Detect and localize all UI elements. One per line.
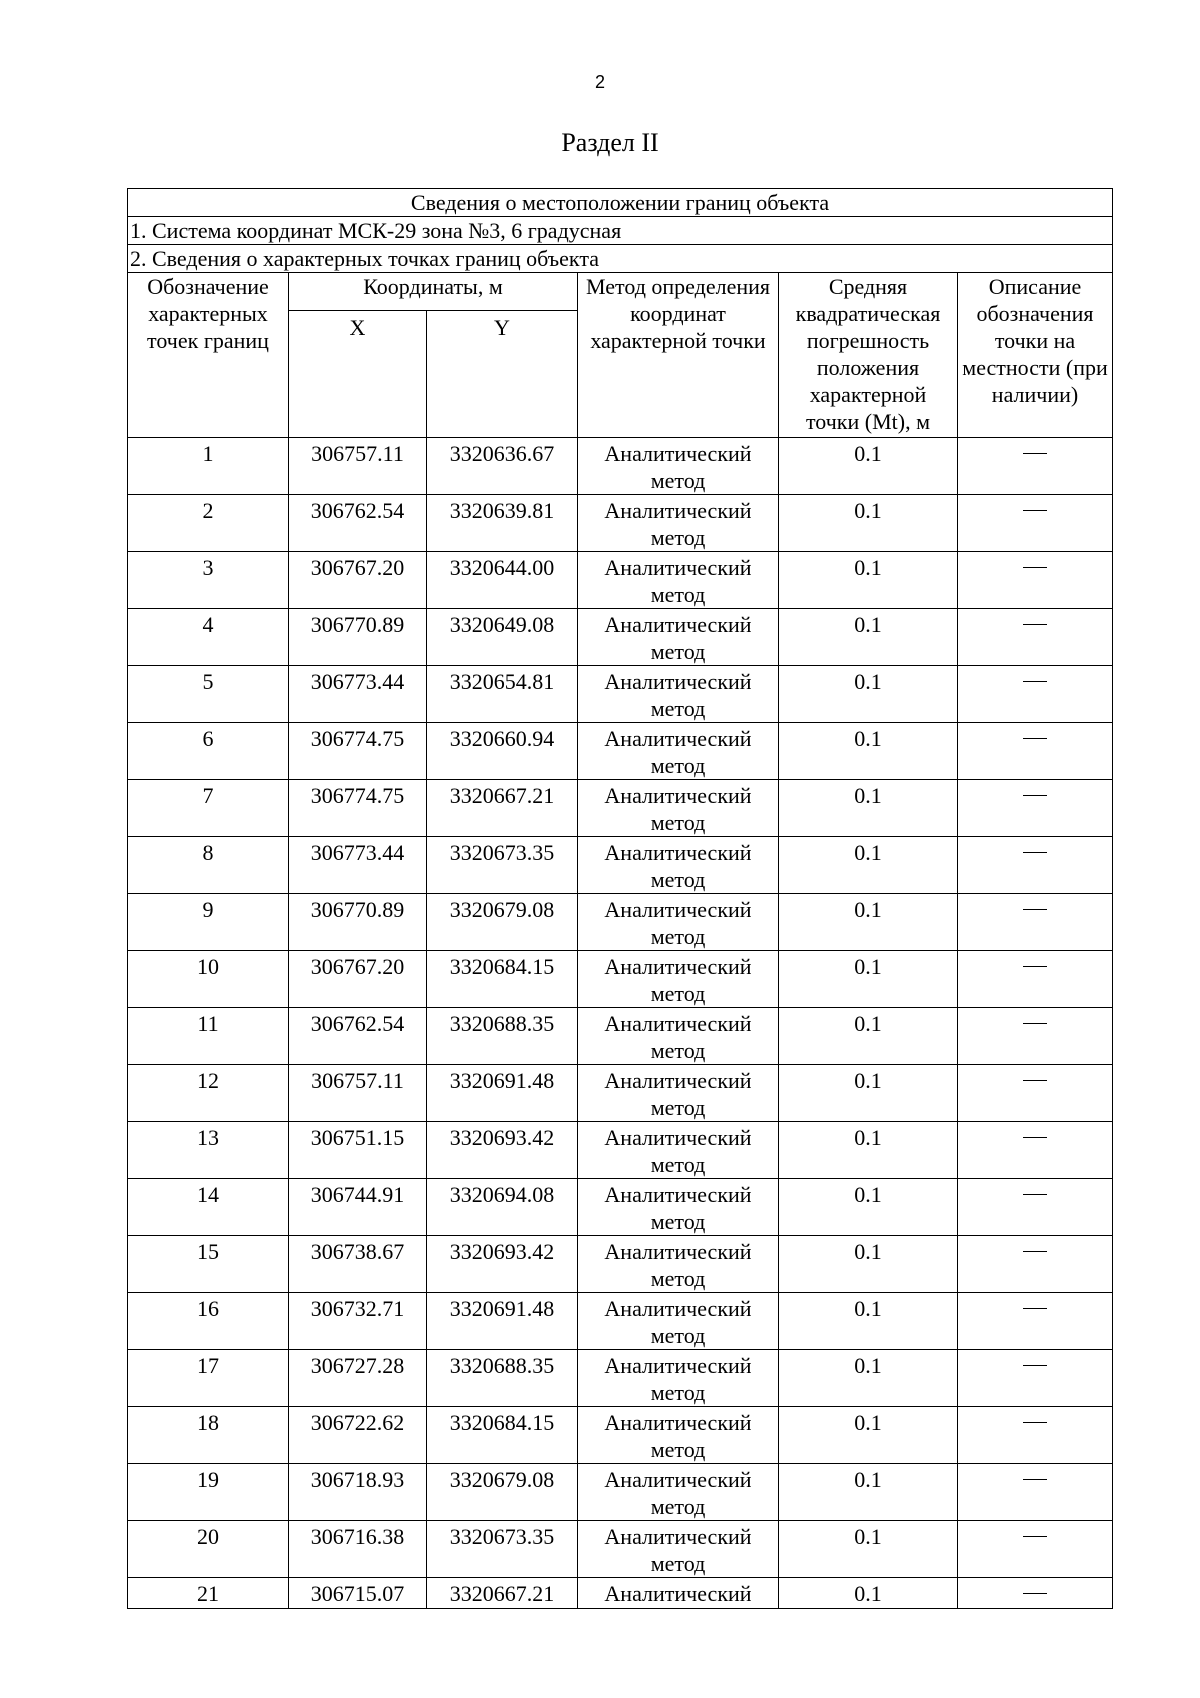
point-number-cell: 6 — [128, 723, 289, 780]
description-cell — [958, 1464, 1113, 1521]
x-coordinate-cell: 306718.93 — [289, 1464, 427, 1521]
x-coordinate-cell: 306770.89 — [289, 894, 427, 951]
method-cell: Аналитический — [578, 1578, 779, 1609]
y-coordinate-cell: 3320644.00 — [427, 552, 578, 609]
method-cell: Аналитический метод — [578, 1464, 779, 1521]
point-number-cell: 20 — [128, 1521, 289, 1578]
section-title: Раздел II — [561, 128, 659, 157]
table-row — [128, 894, 1113, 951]
error-cell: 0.1 — [779, 723, 958, 780]
x-coordinate-cell: 306762.54 — [289, 495, 427, 552]
point-number-cell: 18 — [128, 1407, 289, 1464]
dash-mark — [1023, 852, 1047, 853]
description-cell — [958, 1008, 1113, 1065]
method-cell: Аналитический метод — [578, 951, 779, 1008]
description-cell — [958, 951, 1113, 1008]
x-coordinate-cell: 306774.75 — [289, 723, 427, 780]
x-coordinate-cell: 306722.62 — [289, 1407, 427, 1464]
x-coordinate-cell: 306773.44 — [289, 666, 427, 723]
point-number-cell: 5 — [128, 666, 289, 723]
table-row — [128, 666, 1113, 723]
method-cell: Аналитический метод — [578, 1293, 779, 1350]
table-row — [128, 1236, 1113, 1293]
description-cell — [958, 1521, 1113, 1578]
description-cell — [958, 1236, 1113, 1293]
x-coordinate-cell: 306738.67 — [289, 1236, 427, 1293]
error-cell: 0.1 — [779, 1578, 958, 1609]
table-row — [128, 1179, 1113, 1236]
table-row — [128, 1521, 1113, 1578]
x-coordinate-cell: 306716.38 — [289, 1521, 427, 1578]
method-cell: Аналитический метод — [578, 723, 779, 780]
y-coordinate-cell: 3320673.35 — [427, 837, 578, 894]
page-number: 2 — [594, 72, 605, 92]
description-cell — [958, 1578, 1113, 1609]
y-coordinate-cell: 3320694.08 — [427, 1179, 578, 1236]
dash-mark — [1023, 909, 1047, 910]
header-coordinates: Координаты, м — [289, 273, 578, 311]
error-cell: 0.1 — [779, 837, 958, 894]
description-cell — [958, 609, 1113, 666]
dash-mark — [1023, 1536, 1047, 1537]
dash-mark — [1023, 681, 1047, 682]
error-cell: 0.1 — [779, 666, 958, 723]
error-cell: 0.1 — [779, 1179, 958, 1236]
method-cell: Аналитический метод — [578, 438, 779, 495]
dash-mark — [1023, 1422, 1047, 1423]
point-number-cell: 10 — [128, 951, 289, 1008]
description-cell — [958, 1350, 1113, 1407]
description-cell — [958, 1407, 1113, 1464]
y-coordinate-cell: 3320684.15 — [427, 951, 578, 1008]
x-coordinate-cell: 306773.44 — [289, 837, 427, 894]
header-error: Средняя квадратическая погрешность положения характерной точки (Mt), м — [779, 273, 958, 438]
y-coordinate-cell: 3320679.08 — [427, 1464, 578, 1521]
x-coordinate-cell: 306757.11 — [289, 438, 427, 495]
point-number-cell: 8 — [128, 837, 289, 894]
table-row — [128, 1464, 1113, 1521]
error-cell: 0.1 — [779, 1464, 958, 1521]
table-row — [128, 1578, 1113, 1609]
error-cell: 0.1 — [779, 1350, 958, 1407]
points-info-line: 2. Сведения о характерных точках границ объекта — [128, 245, 1113, 273]
description-cell — [958, 723, 1113, 780]
header-point-designation: Обозначение характерных точек границ — [128, 273, 289, 438]
dash-mark — [1023, 1080, 1047, 1081]
table-row — [128, 1407, 1113, 1464]
dash-mark — [1023, 1593, 1047, 1594]
point-number-cell: 9 — [128, 894, 289, 951]
table-row — [128, 1122, 1113, 1179]
y-coordinate-cell: 3320688.35 — [427, 1008, 578, 1065]
error-cell: 0.1 — [779, 609, 958, 666]
y-coordinate-cell: 3320691.48 — [427, 1293, 578, 1350]
x-coordinate-cell: 306767.20 — [289, 951, 427, 1008]
error-cell: 0.1 — [779, 438, 958, 495]
y-coordinate-cell: 3320673.35 — [427, 1521, 578, 1578]
point-number-cell: 21 — [128, 1578, 289, 1609]
point-number-cell: 19 — [128, 1464, 289, 1521]
error-cell: 0.1 — [779, 780, 958, 837]
x-coordinate-cell: 306715.07 — [289, 1578, 427, 1609]
dash-mark — [1023, 510, 1047, 511]
dash-mark — [1023, 624, 1047, 625]
header-method: Метод определения координат характерной точки — [578, 273, 779, 438]
error-cell: 0.1 — [779, 1065, 958, 1122]
method-cell: Аналитический метод — [578, 1122, 779, 1179]
description-cell — [958, 837, 1113, 894]
x-coordinate-cell: 306732.71 — [289, 1293, 427, 1350]
x-coordinate-cell: 306744.91 — [289, 1179, 427, 1236]
method-cell: Аналитический метод — [578, 1350, 779, 1407]
point-number-cell: 16 — [128, 1293, 289, 1350]
error-cell: 0.1 — [779, 1407, 958, 1464]
table-row — [128, 438, 1113, 495]
point-number-cell: 1 — [128, 438, 289, 495]
y-coordinate-cell: 3320679.08 — [427, 894, 578, 951]
y-coordinate-cell: 3320684.15 — [427, 1407, 578, 1464]
dash-mark — [1023, 795, 1047, 796]
dash-mark — [1023, 453, 1047, 454]
x-coordinate-cell: 306762.54 — [289, 1008, 427, 1065]
x-coordinate-cell: 306770.89 — [289, 609, 427, 666]
description-cell — [958, 1065, 1113, 1122]
x-coordinate-cell: 306727.28 — [289, 1350, 427, 1407]
table-row — [128, 1008, 1113, 1065]
dash-mark — [1023, 1365, 1047, 1366]
description-cell — [958, 1293, 1113, 1350]
error-cell: 0.1 — [779, 1236, 958, 1293]
y-coordinate-cell: 3320660.94 — [427, 723, 578, 780]
description-cell — [958, 894, 1113, 951]
description-cell — [958, 666, 1113, 723]
y-coordinate-cell: 3320693.42 — [427, 1236, 578, 1293]
point-number-cell: 17 — [128, 1350, 289, 1407]
y-coordinate-cell: 3320693.42 — [427, 1122, 578, 1179]
method-cell: Аналитический метод — [578, 837, 779, 894]
description-cell — [958, 1122, 1113, 1179]
header-x: X — [289, 311, 427, 438]
y-coordinate-cell: 3320691.48 — [427, 1065, 578, 1122]
table-row — [128, 609, 1113, 666]
method-cell: Аналитический метод — [578, 894, 779, 951]
method-cell: Аналитический метод — [578, 1407, 779, 1464]
dash-mark — [1023, 567, 1047, 568]
method-cell: Аналитический метод — [578, 1008, 779, 1065]
table-row — [128, 780, 1113, 837]
error-cell: 0.1 — [779, 1293, 958, 1350]
point-number-cell: 4 — [128, 609, 289, 666]
dash-mark — [1023, 738, 1047, 739]
point-number-cell: 14 — [128, 1179, 289, 1236]
error-cell: 0.1 — [779, 1008, 958, 1065]
error-cell: 0.1 — [779, 495, 958, 552]
y-coordinate-cell: 3320667.21 — [427, 1578, 578, 1609]
table-row — [128, 1293, 1113, 1350]
point-number-cell: 2 — [128, 495, 289, 552]
header-description: Описание обозначения точки на местности (при наличии) — [958, 273, 1113, 438]
point-number-cell: 11 — [128, 1008, 289, 1065]
dash-mark — [1023, 966, 1047, 967]
table-row — [128, 1065, 1113, 1122]
dash-mark — [1023, 1479, 1047, 1480]
method-cell: Аналитический метод — [578, 666, 779, 723]
description-cell — [958, 552, 1113, 609]
boundary-points-table — [127, 188, 1113, 1609]
table-row — [128, 951, 1113, 1008]
method-cell: Аналитический метод — [578, 609, 779, 666]
table-row — [128, 1350, 1113, 1407]
point-number-cell: 3 — [128, 552, 289, 609]
point-number-cell: 7 — [128, 780, 289, 837]
dash-mark — [1023, 1308, 1047, 1309]
x-coordinate-cell: 306767.20 — [289, 552, 427, 609]
method-cell: Аналитический метод — [578, 1065, 779, 1122]
method-cell: Аналитический метод — [578, 1236, 779, 1293]
method-cell: Аналитический метод — [578, 1521, 779, 1578]
error-cell: 0.1 — [779, 951, 958, 1008]
table-row — [128, 837, 1113, 894]
y-coordinate-cell: 3320654.81 — [427, 666, 578, 723]
point-number-cell: 12 — [128, 1065, 289, 1122]
error-cell: 0.1 — [779, 894, 958, 951]
method-cell: Аналитический метод — [578, 552, 779, 609]
table-row — [128, 495, 1113, 552]
x-coordinate-cell: 306774.75 — [289, 780, 427, 837]
y-coordinate-cell: 3320688.35 — [427, 1350, 578, 1407]
description-cell — [958, 1179, 1113, 1236]
method-cell: Аналитический метод — [578, 495, 779, 552]
coordinate-system-line: 1. Система координат МСК-29 зона №3, 6 градусная — [128, 217, 1113, 245]
dash-mark — [1023, 1023, 1047, 1024]
table-title: Сведения о местоположении границ объекта — [128, 189, 1113, 217]
y-coordinate-cell: 3320636.67 — [427, 438, 578, 495]
error-cell: 0.1 — [779, 1521, 958, 1578]
dash-mark — [1023, 1194, 1047, 1195]
x-coordinate-cell: 306751.15 — [289, 1122, 427, 1179]
method-cell: Аналитический метод — [578, 1179, 779, 1236]
header-y: Y — [427, 311, 578, 438]
method-cell: Аналитический метод — [578, 780, 779, 837]
dash-mark — [1023, 1137, 1047, 1138]
description-cell — [958, 780, 1113, 837]
x-coordinate-cell: 306757.11 — [289, 1065, 427, 1122]
error-cell: 0.1 — [779, 1122, 958, 1179]
point-number-cell: 13 — [128, 1122, 289, 1179]
y-coordinate-cell: 3320667.21 — [427, 780, 578, 837]
error-cell: 0.1 — [779, 552, 958, 609]
point-number-cell: 15 — [128, 1236, 289, 1293]
y-coordinate-cell: 3320639.81 — [427, 495, 578, 552]
description-cell — [958, 438, 1113, 495]
table-row — [128, 552, 1113, 609]
dash-mark — [1023, 1251, 1047, 1252]
description-cell — [958, 495, 1113, 552]
y-coordinate-cell: 3320649.08 — [427, 609, 578, 666]
table-row — [128, 723, 1113, 780]
